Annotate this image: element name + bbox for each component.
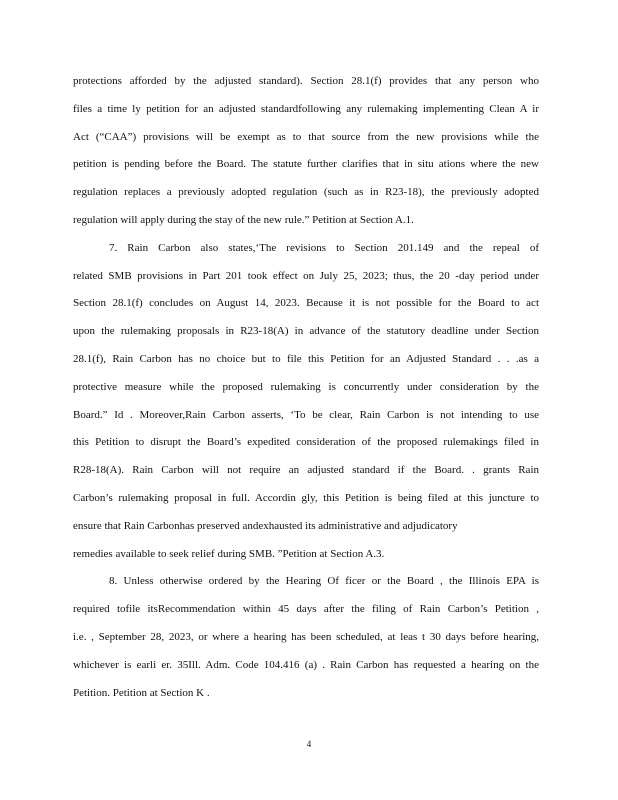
text-line: related SMB provisions in Part 201 took effect on July 25, 2023; thus, the 20 -day period under: [73, 269, 539, 282]
text-line: files a time ly petition for an adjusted standardfollowing any rulemaking implementing Clean A ir: [73, 102, 539, 115]
paragraph-8-start: 8. Unless otherwise ordered by the Hearing Of ficer or the Board , the Illinois EPA is: [109, 575, 539, 588]
text-line: 28.1(f), Rain Carbon has no choice but to file this Petition for an Adjusted Standard . . .as a: [73, 352, 539, 365]
text-line: Section 28.1(f) concludes on August 14, 2023. Because it is not possible for the Board to act: [73, 297, 539, 310]
paragraph-7-start: 7. Rain Carbon also states,‘The revisions to Section 201.149 and the repeal of: [109, 241, 539, 254]
text-line: whichever is earli er. 35Ill. Adm. Code 104.416 (a) . Rain Carbon has requested a hearing on the: [73, 658, 539, 671]
text-line: Carbon’s rulemaking proposal in full. Accordin gly, this Petition is being filed at this juncture to: [73, 491, 539, 504]
text-line: upon the rulemaking proposals in R23-18(A) in advance of the statutory deadline under Section: [73, 325, 539, 338]
page-number: 4: [306, 739, 312, 749]
text-line: protections afforded by the adjusted standard). Section 28.1(f) provides that any person who: [73, 75, 539, 87]
text-line: Petition. Petition at Section K .: [73, 686, 210, 699]
text-line: protective measure while the proposed rulemaking is concurrently under consideration by the: [73, 380, 539, 393]
text-line: this Petition to disrupt the Board’s expedited consideration of the proposed rulemakings filed in: [73, 436, 539, 449]
text-line: petition is pending before the Board. The statute further clarifies that in situ ations where the new: [73, 158, 539, 171]
body-text: [73, 68, 539, 707]
text-line: required tofile itsRecommendation within 45 days after the filing of Rain Carbon’s Petition ,: [73, 603, 539, 616]
text-line: remedies available to seek relief during SMB. ”Petition at Section A.3.: [73, 547, 385, 560]
text-line: Act (“CAA”) provisions will be exempt as to that source from the new provisions while the: [73, 130, 539, 143]
text-line: ensure that Rain Carbonhas preserved andexhausted its administrative and adjudicatory: [73, 519, 458, 532]
text-line: regulation will apply during the stay of the new rule.” Petition at Section A.1.: [73, 213, 414, 226]
text-line: i.e. , September 28, 2023, or where a hearing has been scheduled, at leas t 30 days before hearing,: [73, 630, 539, 643]
text-line: regulation replaces a previously adopted regulation (such as in R23-18), the previously adopted: [73, 186, 539, 199]
text-line: Board.” Id . Moreover,Rain Carbon asserts, ‘To be clear, Rain Carbon is not intending to use: [73, 408, 539, 421]
text-line: R28-18(A). Rain Carbon will not require an adjusted standard if the Board. . grants Rain: [73, 464, 539, 477]
